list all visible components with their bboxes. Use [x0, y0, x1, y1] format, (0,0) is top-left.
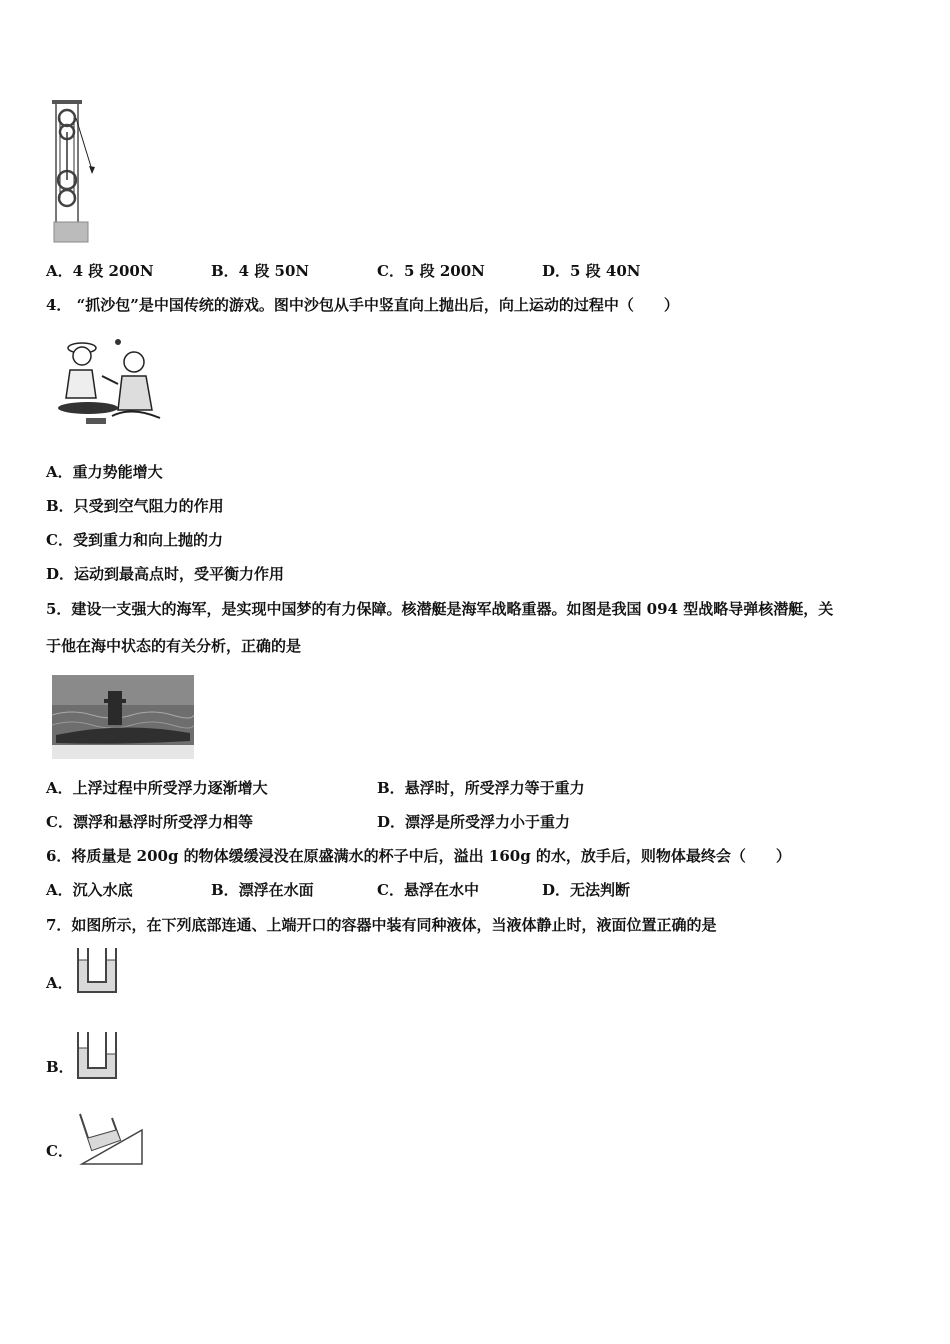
q7-option-c[interactable]: C．	[46, 1142, 73, 1160]
u-tube-figure-a	[74, 946, 122, 996]
q5-stem-line1: 5．建设一支强大的海军，是实现中国梦的有力保障。核潜艇是海军战略重器。如图是我国 094 型战略导弹核潜艇，关	[46, 600, 834, 618]
q4-option-c[interactable]: C．受到重力和向上抛的力	[46, 531, 223, 549]
q6-stem: 6．将质量是 200g 的物体缓缓浸没在原盛满水的杯子中后，溢出 160g 的水，放手后，则物体最终会（ ）	[46, 847, 791, 865]
q4-option-a[interactable]: A．重力势能增大	[46, 463, 163, 481]
q4-option-b[interactable]: B．只受到空气阻力的作用	[46, 497, 224, 515]
q5-option-c[interactable]: C．漂浮和悬浮时所受浮力相等	[46, 813, 253, 831]
pulley-figure	[48, 98, 100, 244]
sandbag-game-figure	[52, 336, 164, 428]
q4-option-d[interactable]: D．运动到最高点时，受平衡力作用	[46, 565, 285, 583]
q5-option-b[interactable]: B．悬浮时，所受浮力等于重力	[377, 779, 585, 797]
q3-option-a[interactable]: A．4 段 200N	[46, 262, 154, 280]
q6-option-b[interactable]: B．漂浮在水面	[211, 881, 314, 899]
tilted-container-figure-c	[74, 1110, 144, 1168]
q5-option-d[interactable]: D．漂浮是所受浮力小于重力	[377, 813, 571, 831]
q6-option-c[interactable]: C．悬浮在水中	[377, 881, 479, 899]
q7-option-a[interactable]: A．	[46, 974, 73, 992]
q7-stem: 7．如图所示，在下列底部连通、上端开口的容器中装有同种液体，当液体静止时，液面位置正确的是	[46, 916, 717, 934]
q7-option-b[interactable]: B．	[46, 1058, 74, 1076]
q5-option-a[interactable]: A．上浮过程中所受浮力逐渐增大	[46, 779, 268, 797]
q3-option-b[interactable]: B．4 段 50N	[211, 262, 310, 280]
submarine-photo	[52, 675, 194, 759]
q6-option-d[interactable]: D．无法判断	[542, 881, 631, 899]
q3-option-c[interactable]: C．5 段 200N	[377, 262, 485, 280]
q6-option-a[interactable]: A．沉入水底	[46, 881, 133, 899]
q3-option-d[interactable]: D．5 段 40N	[542, 262, 641, 280]
u-tube-figure-b	[74, 1030, 122, 1082]
q4-stem: 4． “抓沙包”是中国传统的游戏。图中沙包从手中竖直向上抛出后，向上运动的过程中（ ）	[46, 296, 679, 314]
q5-stem-line2: 于他在海中状态的有关分析，正确的是	[46, 637, 302, 655]
